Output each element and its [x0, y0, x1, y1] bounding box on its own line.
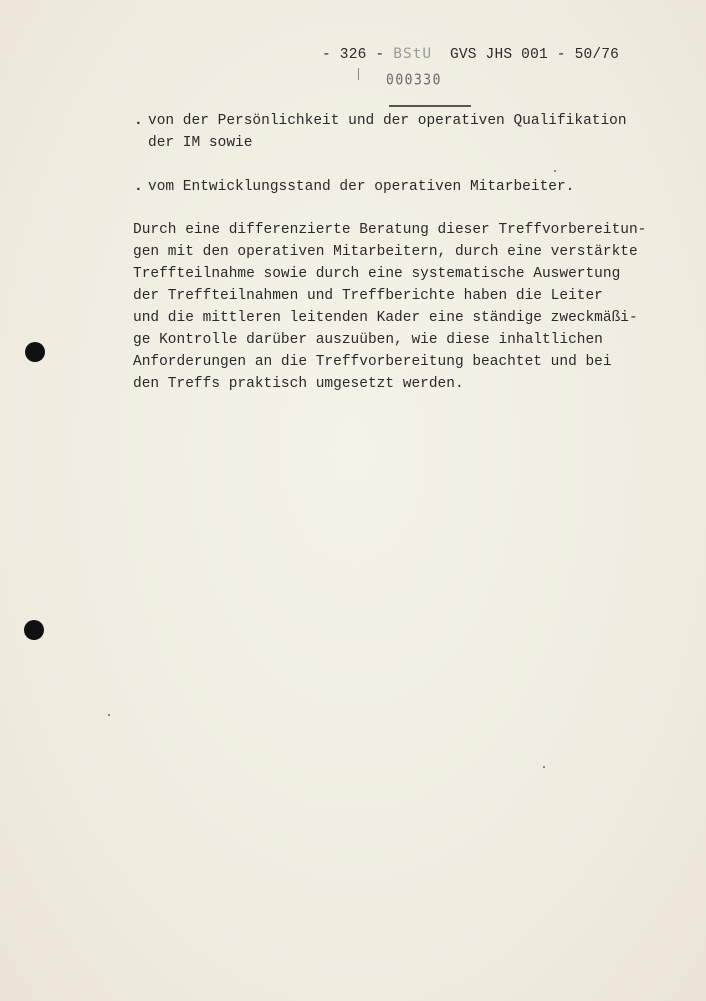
archive-stamp-number: 000330: [386, 71, 442, 90]
document-reference: GVS JHS 001 - 50/76: [449, 47, 620, 63]
paragraph-line-5: und die mittleren leitenden Kader eine ständige zweckmäßi-: [133, 310, 638, 326]
page-header: [322, 46, 619, 63]
punch-hole-upper: [25, 342, 45, 362]
bullet-item-2-line-1: vom Entwicklungsstand der operativen Mitarbeiter.: [148, 179, 575, 195]
paper-speck: [554, 170, 556, 172]
stamp-underline: [389, 105, 471, 107]
bullet-symbol: .: [134, 179, 143, 195]
bullet-item-1-line-2: der IM sowie: [148, 135, 253, 151]
paper-speck: [543, 766, 545, 768]
paragraph-line-1: Durch eine differenzierte Beratung dieser Treffvorbereitun-: [133, 222, 647, 238]
paragraph-line-4: der Treffteilnahmen und Treffberichte haben die Leiter: [133, 288, 603, 304]
bullet-item-2: [134, 180, 574, 195]
paragraph-line-3: Treffteilnahme sowie durch eine systematische Auswertung: [133, 266, 621, 282]
paper-speck: [108, 714, 110, 716]
paragraph-line-6: ge Kontrolle darüber auszuüben, wie diese inhaltlichen: [133, 332, 603, 348]
paragraph-line-7: Anforderungen an die Treffvorbereitung beachtet und bei: [133, 354, 612, 370]
paragraph-line-2: gen mit den operativen Mitarbeitern, durch eine verstärkte: [133, 244, 638, 260]
stamp-tick: [358, 68, 359, 80]
bullet-symbol: .: [134, 113, 143, 129]
page-number: - 326 -: [322, 47, 385, 63]
archive-stamp-mark: BStU: [393, 46, 433, 62]
bullet-item-1: [134, 114, 627, 129]
punch-hole-lower: [24, 620, 44, 640]
bullet-item-1-line-1: von der Persönlichkeit und der operativen Qualifikation: [148, 113, 627, 129]
paragraph-line-8: den Treffs praktisch umgesetzt werden.: [133, 376, 464, 392]
